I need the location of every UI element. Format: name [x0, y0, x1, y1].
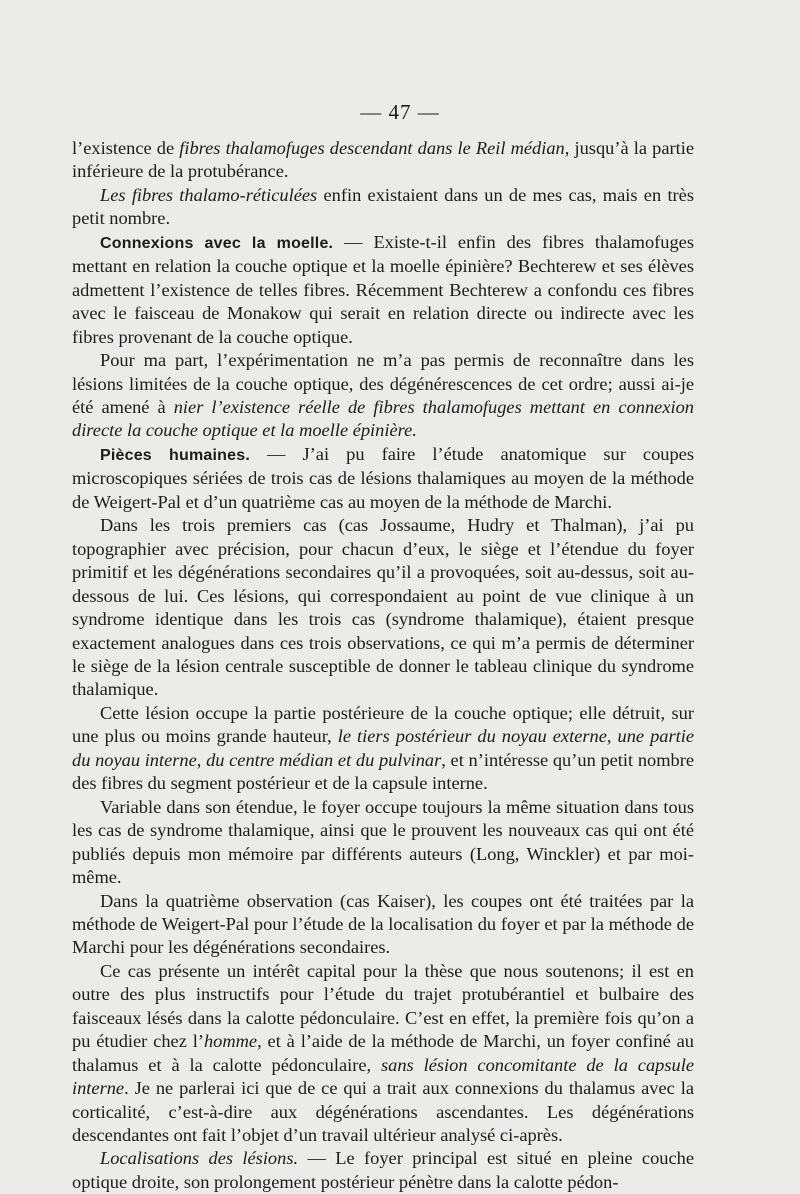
- section-heading: Pièces humaines.: [100, 446, 250, 464]
- paragraph: [72, 1147, 694, 1194]
- paragraph: [72, 231, 694, 349]
- section-heading: Connexions avec la moelle.: [100, 234, 334, 252]
- text-segment: , jusqu’à la partie inférieure de la protubérance.: [72, 138, 694, 182]
- text-segment: — Le foyer principal est situé en pleine couche optique droite, son prolongement postérieur pénètre dans la calotte pédon-: [72, 1148, 694, 1192]
- italic-text: sans lésion concomitante de la capsule interne: [72, 1054, 694, 1099]
- text-segment: Cette lésion occupe la partie postérieure de la couche optique; elle détruit, sur une plus ou moins grande hauteur,: [72, 702, 694, 747]
- text-segment: — J’ai pu faire l’étude anatomique sur coupes microscopiques sériées de trois cas de lésions thalamiques au moyen de la méthode de Weigert-Pal et d’un quatrième cas au moyen de la méthode de Marchi.: [72, 443, 694, 512]
- body-text: [72, 137, 694, 1194]
- italic-text: nier l’existence réelle de fibres thalamofuges mettant en connexion directe la couche optique et la moelle épinière.: [72, 396, 694, 441]
- text-segment: l’existence de: [72, 138, 180, 158]
- page-number: — 47 —: [360, 100, 440, 124]
- text-segment: , et n’intéresse qu’un petit nombre des fibres du segment postérieur et de la capsule interne.: [72, 749, 694, 794]
- paragraph: [72, 349, 694, 443]
- paragraph: [72, 514, 694, 702]
- text-segment: enfin existaient dans un de mes cas, mais en très petit nombre.: [72, 184, 694, 229]
- paragraph: [72, 443, 694, 514]
- italic-text: homme: [203, 1031, 258, 1052]
- italic-text: Les fibres thalamo-réticulées: [100, 184, 318, 205]
- text-segment: , et à l’aide de la méthode de Marchi, un foyer confiné au thalamus et à la calotte pédonculaire,: [72, 1031, 694, 1075]
- text-segment: Variable dans son étendue, le foyer occupe toujours la même situation dans tous les cas de syndrome thalamique, ainsi que le prouvent les nouveaux cas qui ont été publiés depuis mon mémoire par différents auteurs (Long, Winckler) et par moi-même.: [72, 796, 694, 888]
- text-segment: Dans les trois premiers cas (cas Jossaume, Hudry et Thalman), j’ai pu topographier avec précision, pour chacun d’eux, le siège et l’étendue du foyer primitif et les dégénérations secondaires qu’il a provoquées, soit au-dessus, soit au-dessous de lui. Ces lésions, qui correspondaient au point de vue clinique à un syndrome identique dans les trois cas (syndrome thalamique), étaient presque exactement analogues dans ces trois observations, ce qui m’a permis de déterminer le siège de la lésion centrale susceptible de donner le tableau clinique du syndrome thalamique.: [72, 515, 694, 700]
- paragraph: [72, 702, 694, 796]
- paragraph: [72, 960, 694, 1148]
- italic-text: fibres thalamofuges descendant dans le Reil médian: [179, 138, 565, 158]
- text-segment: . Je ne parlerai ici que de ce qui a trait aux connexions du thalamus avec la corticalité, c’est-à-dire aux dégénérations ascendantes. Les dégénérations descendantes ont fait l’objet d’un travail ultérieur analysé ci-après.: [72, 1078, 694, 1146]
- italic-text: le tiers postérieur du noyau externe, une partie du noyau interne, du centre médian et du pulvinar: [72, 726, 694, 770]
- text-segment: — Existe-t-il enfin des fibres thalamofuges mettant en relation la couche optique et la moelle épinière? Bechterew et ses élèves admettent l’existence de telles fibres. Récemment Bechterew a confondu ces fibres avec le faisceau de Monakow qui serait en relation directe ou indirecte avec les fibres provenant de la couche optique.: [72, 231, 694, 347]
- italic-text: Localisations des lésions.: [100, 1148, 299, 1169]
- paragraph: [72, 184, 694, 231]
- text-segment: Dans la quatrième observation (cas Kaiser), les coupes ont été traitées par la méthode de Weigert-Pal pour l’étude de la localisation du foyer et par la méthode de Marchi pour les dégénérations secondaires.: [72, 890, 694, 958]
- paragraph: [72, 137, 694, 184]
- paragraph: [72, 796, 694, 890]
- text-segment: Pour ma part, l’expérimentation ne m’a pas permis de reconnaître dans les lésions limitées de la couche optique, des dégénérescences de cet ordre; aussi ai-je été amené à: [72, 350, 694, 417]
- paragraph: [72, 890, 694, 960]
- text-segment: Ce cas présente un intérêt capital pour la thèse que nous soutenons; il est en outre des plus instructifs pour l’étude du trajet protubérantiel et bulbaire des faisceaux lésés dans la calotte pédonculaire. C’est en effet, la première fois qu’on a pu étudier chez l’: [72, 960, 694, 1052]
